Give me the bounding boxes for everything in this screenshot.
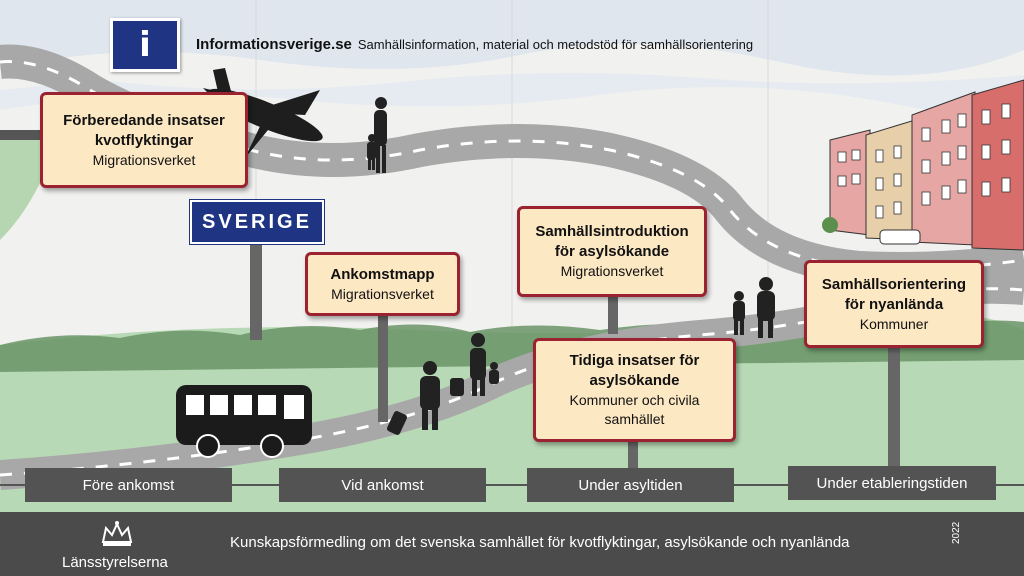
box-tidiga-insatser: Tidiga insatser för asylsökande Kommuner och civila samhället bbox=[533, 338, 736, 442]
box-kvotflyktingar: Förberedande insatser kvotflyktingar Migrationsverket bbox=[40, 92, 248, 188]
footer-description: Kunskapsförmedling om det svenska samhället för kvotflyktingar, asylsökande och nyanlända bbox=[230, 534, 850, 551]
footer bbox=[0, 512, 1024, 576]
phase-fore-ankomst: Före ankomst bbox=[25, 468, 232, 502]
sverige-sign: SVERIGE bbox=[190, 200, 324, 244]
footer-org: Länsstyrelserna bbox=[62, 554, 168, 571]
phase-under-etableringstiden: Under etableringstiden bbox=[788, 466, 996, 500]
site-tagline: Samhällsinformation, material och metodstöd för samhällsorientering bbox=[357, 37, 754, 52]
footer-year: 2022 bbox=[951, 521, 962, 544]
phase-vid-ankomst: Vid ankomst bbox=[279, 468, 486, 502]
box-ankomstmapp: Ankomstmapp Migrationsverket bbox=[305, 252, 460, 316]
box-samhallsorientering: Samhällsorientering för nyanlända Kommuner bbox=[804, 260, 984, 348]
site-name[interactable]: Informationsverige.se bbox=[196, 36, 352, 53]
info-logo: i bbox=[110, 18, 180, 72]
crown-icon bbox=[100, 520, 134, 548]
box-samhallsintroduktion: Samhällsintroduktion för asylsökande Migrationsverket bbox=[517, 206, 707, 297]
header-title bbox=[196, 36, 753, 53]
phase-under-asyltiden: Under asyltiden bbox=[527, 468, 734, 502]
